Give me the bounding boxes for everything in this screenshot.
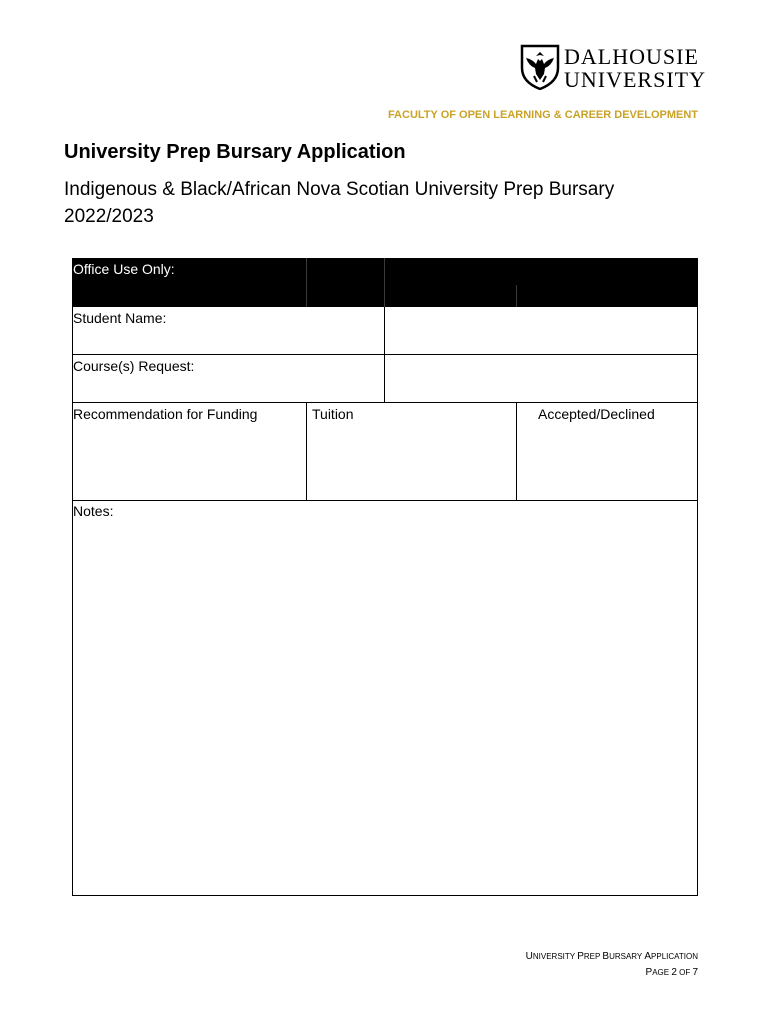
courses-request-label: Course(s) Request: [73,358,195,374]
footer-text: 7 [692,967,698,978]
footer-text: B [602,951,610,962]
accepted-declined-label: Accepted/Declined [538,406,655,422]
footer-text: U [525,951,533,962]
student-name-field[interactable] [385,308,697,354]
crest-icon [520,44,560,90]
student-name-label: Student Name: [73,310,167,326]
tuition-label: Tuition [312,406,354,422]
document-title: University Prep Bursary Application [64,141,406,163]
footer-text: URSARY [609,952,645,961]
notes-field[interactable] [73,520,697,895]
office-use-label: Office Use Only: [73,261,175,277]
footer-page-number [646,962,698,980]
footer-text: REP [583,952,603,961]
dalhousie-logo [520,44,705,94]
row-divider [72,500,698,501]
footer-text: PPLICATION [651,952,698,961]
header-divider [516,285,517,307]
recommendation-label: Recommendation for Funding [73,406,258,422]
logo-line2: UNIVERSITY [564,67,706,92]
office-use-header-row [72,258,698,307]
footer-text: NIVERSITY [532,952,578,961]
footer-text: AGE [652,968,672,977]
table-border-right [697,307,698,896]
table-border-bottom [72,895,698,896]
logo-line1: DALHOUSIE [564,44,699,69]
column-divider [306,402,307,500]
header-divider [384,258,385,307]
footer-text: A [644,951,652,962]
faculty-name: FACULTY OF OPEN LEARNING & CAREER DEVELOPMENT [387,109,698,121]
office-use-form [72,258,698,896]
document-subtitle: Indigenous & Black/African Nova Scotian University Prep Bursary 2022/2023 [64,179,615,227]
notes-label: Notes: [73,503,114,519]
footer-text: OF [676,968,693,977]
footer-text: 2 [671,967,677,978]
header-divider [306,258,307,307]
courses-request-field[interactable] [385,355,697,402]
footer-text: P [645,967,653,978]
footer-text: P [577,951,584,962]
column-divider [516,402,517,500]
row-divider [72,402,698,403]
